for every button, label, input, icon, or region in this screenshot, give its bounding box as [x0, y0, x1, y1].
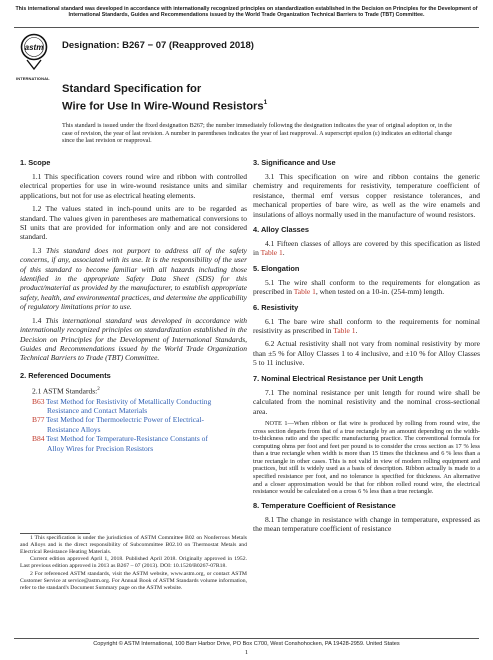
- reference-title-cont[interactable]: Resistance Alloys: [47, 424, 101, 434]
- reference-code[interactable]: B63: [32, 396, 45, 406]
- para-6-1: 6.1 The bare wire shall conform to the requirements for nominal resistivity as prescribed in Table 1.: [253, 316, 480, 336]
- para-3-1: 3.1 This specification on wire and ribbon contains the generic chemistry and requirements for resistivity, temperature coefficient of resistance, thermal emf versus copper resistance tolerances, and mechanical properties of bare wire, as well as the wire enamels and insulations of alloys normally used in the manufacture of wound resistors.: [253, 172, 480, 219]
- copyright-line: Copyright © ASTM International, 100 Barr Harbor Drive, PO Box C700, West Conshohocken, PA 19428-2959. United States: [93, 641, 400, 647]
- title-footnote-mark[interactable]: 1: [263, 98, 268, 106]
- footnote-1: 1 This specification is under the jurisdiction of ASTM Committee B02 on Nonferrous Metals and Alloys and is the direct responsibility of Subcommittee B02.10 on Thermostat Metals and Electrical Resistance Heating Materials.: [20, 535, 247, 555]
- page-number: 1: [244, 649, 249, 656]
- temperature-coefficient-heading: 8. Temperature Coefficient of Resistance: [253, 500, 396, 510]
- para-8-1: 8.1 The change in resistance with change in temperature, expressed as the mean temperature coefficient of resistance: [253, 514, 480, 534]
- title-text: Wire for Use In Wire-Wound Resistors: [62, 100, 264, 113]
- reference-title[interactable]: Test Method for Temperature-Resistance Constants of: [46, 434, 208, 444]
- title-line-1: Standard Specification for: [62, 83, 202, 95]
- refs-footnote-mark[interactable]: 2: [97, 386, 100, 392]
- para-1-4-num: 1.4: [32, 315, 42, 325]
- reference-title-cont[interactable]: Alloy Wires for Precision Resistors: [47, 443, 154, 453]
- table-1-link[interactable]: Table 1: [333, 326, 356, 336]
- bottom-rule: [14, 638, 479, 639]
- left-column: [20, 158, 247, 453]
- elongation-heading: 5. Elongation: [253, 263, 300, 273]
- para-1-3-text: This standard does not purport to address all of the safety concerns, if any, associated with its use. It is the responsibility of the user of this standard to become familiar with all hazards including those identified in the appropriate Safety Data Sheet (SDS) for this product/material as provided by the manufacturer, to establish appropriate safety, health, and environmental practices, and determine the applicability of regulatory limitations prior to use.: [20, 245, 248, 312]
- note-1: NOTE 1—When ribbon or flat wire is produced by rolling from round wire, the cross section departs from that of a true rectangle by an amount depending on the width-to-thickness ratio and the specific manufacturing practice. The conventional formula for computing ohms per foot and feet per pound is to consider the cross section as 17 % less than a true rectangle when width is more than 15 times the thickness and 6 % less than a true rectangle in other cases. This is not valid in view of modern rolling equipment and practices, but still is widely used as a basis of description. Ribbon actually is made to a specified resistance per foot, and no tolerance is specified for thickness. An alternative and a closer approximation would be that for ribbon rolled round wire, the electrical resistance would be calculated on a cross 6 % less than a true rectangle.: [253, 419, 480, 496]
- scope-heading: 1. Scope: [20, 158, 51, 167]
- para-5-1: 5.1 The wire shall conform to the requirements for elongation as prescribed in Table 1, when tested on a 10-in. (254-mm) length.: [253, 277, 480, 297]
- para-6-2: 6.2 Actual resistivity shall not vary from nominal resistivity by more than ±5 % for Alloy Classes 1 to 4 inclusive, and ±10 % for Alloy Classes 5 to 11 inclusive.: [253, 339, 480, 368]
- designation: Designation: B267 − 07 (Reapproved 2018): [62, 40, 254, 51]
- para-1-3-num: 1.3: [32, 245, 42, 255]
- reference-title[interactable]: Test Method for Resistivity of Metallically Conducting: [46, 396, 212, 406]
- reference-code[interactable]: B77: [32, 415, 45, 425]
- alloy-classes-heading: 4. Alloy Classes: [253, 225, 310, 235]
- referenced-documents-heading: 2. Referenced Documents: [20, 370, 111, 380]
- title-line-2: [62, 97, 267, 114]
- svg-text:astm: astm: [24, 43, 44, 52]
- reference-title[interactable]: Test Method for Thermoelectric Power of Electrical-: [46, 415, 205, 425]
- reference-item[interactable]: [20, 415, 247, 434]
- para-1-1: 1.1 This specification covers round wire and ribbon with controlled electrical properties for use in wire-wound resistance units and similar applications, but not for use as electrical heating elements.: [20, 172, 247, 200]
- significance-heading: 3. Significance and Use: [253, 158, 336, 167]
- reference-item[interactable]: [20, 434, 247, 453]
- reference-item[interactable]: [20, 397, 247, 416]
- header-notice: This international standard was developed in accordance with internationally recognized principles on standardization established in the Decision on Principles for the Development of International Standards, Guides and Recommendations issued by the World Trade Organization Technical Barriers to Trade (TBT) Committee.: [15, 6, 478, 19]
- para-1-4: [20, 316, 247, 363]
- para-1-2: 1.2 The values stated in inch-pound units are to be regarded as standard. The values given in parentheses are mathematical conversions to SI units that are provided for information only and are not considered standard.: [20, 204, 247, 242]
- reference-title-cont[interactable]: Resistance and Contact Materials: [47, 406, 148, 416]
- footnote-2: 2 For referenced ASTM standards, visit the ASTM website, www.astm.org, or contact ASTM Customer Service at service@astm.org. For Annual Book of ASTM Standards volume information, refer to the standard's Document Summary page on the ASTM website.: [20, 570, 247, 591]
- para-1-4-text: This international standard was developed in accordance with internationally recognized principles on standardization established in the Decision on Principles for the Development of International Standards, Guides and Recommendations issued by the World Trade Organization Technical Barriers to Trade (TBT) Committee.: [20, 315, 247, 363]
- para-1-3: [20, 246, 247, 312]
- logo-label: INTERNATIONAL: [16, 76, 50, 81]
- right-column: [253, 158, 480, 538]
- table-1-link[interactable]: Table 1: [260, 248, 283, 258]
- reference-code[interactable]: B84: [32, 434, 45, 444]
- footnote-rule: [20, 533, 90, 534]
- nominal-resistance-heading: 7. Nominal Electrical Resistance per Unit Length: [253, 373, 424, 383]
- page-title: [62, 83, 267, 114]
- para-4-1: 4.1 Fifteen classes of alloys are covered by this specification as listed in Table 1.: [253, 239, 480, 258]
- footnotes: [20, 535, 247, 592]
- astm-standards-label: 2.1 ASTM Standards:$^2$: [32, 386, 100, 396]
- para-7-1: 7.1 The nominal resistance per unit length for round wire shall be calculated from the nominal resistivity and the nominal cross-sectional area.: [253, 387, 480, 416]
- astm-logo-icon: [18, 33, 50, 75]
- resistivity-heading: 6. Resistivity: [253, 302, 299, 312]
- top-rule: [14, 27, 479, 28]
- intro-paragraph: This standard is issued under the fixed designation B267; the number immediately following the designation indicates the year of original adoption or, in the case of revision, the year of last revision. A number in parentheses indicates the year of last reapproval. A superscript epsilon (ε) indicates an editorial change since the last revision or reapproval.: [62, 122, 452, 145]
- table-1-link[interactable]: Table 1: [293, 287, 316, 297]
- footnote-1-edition: Current edition approved April 1, 2018. Published April 2018. Originally approved in 1952. Last previous edition approved in 2013 as B267 – 07 (2013). DOI: 10.1520/B0267-07R18.: [20, 556, 247, 570]
